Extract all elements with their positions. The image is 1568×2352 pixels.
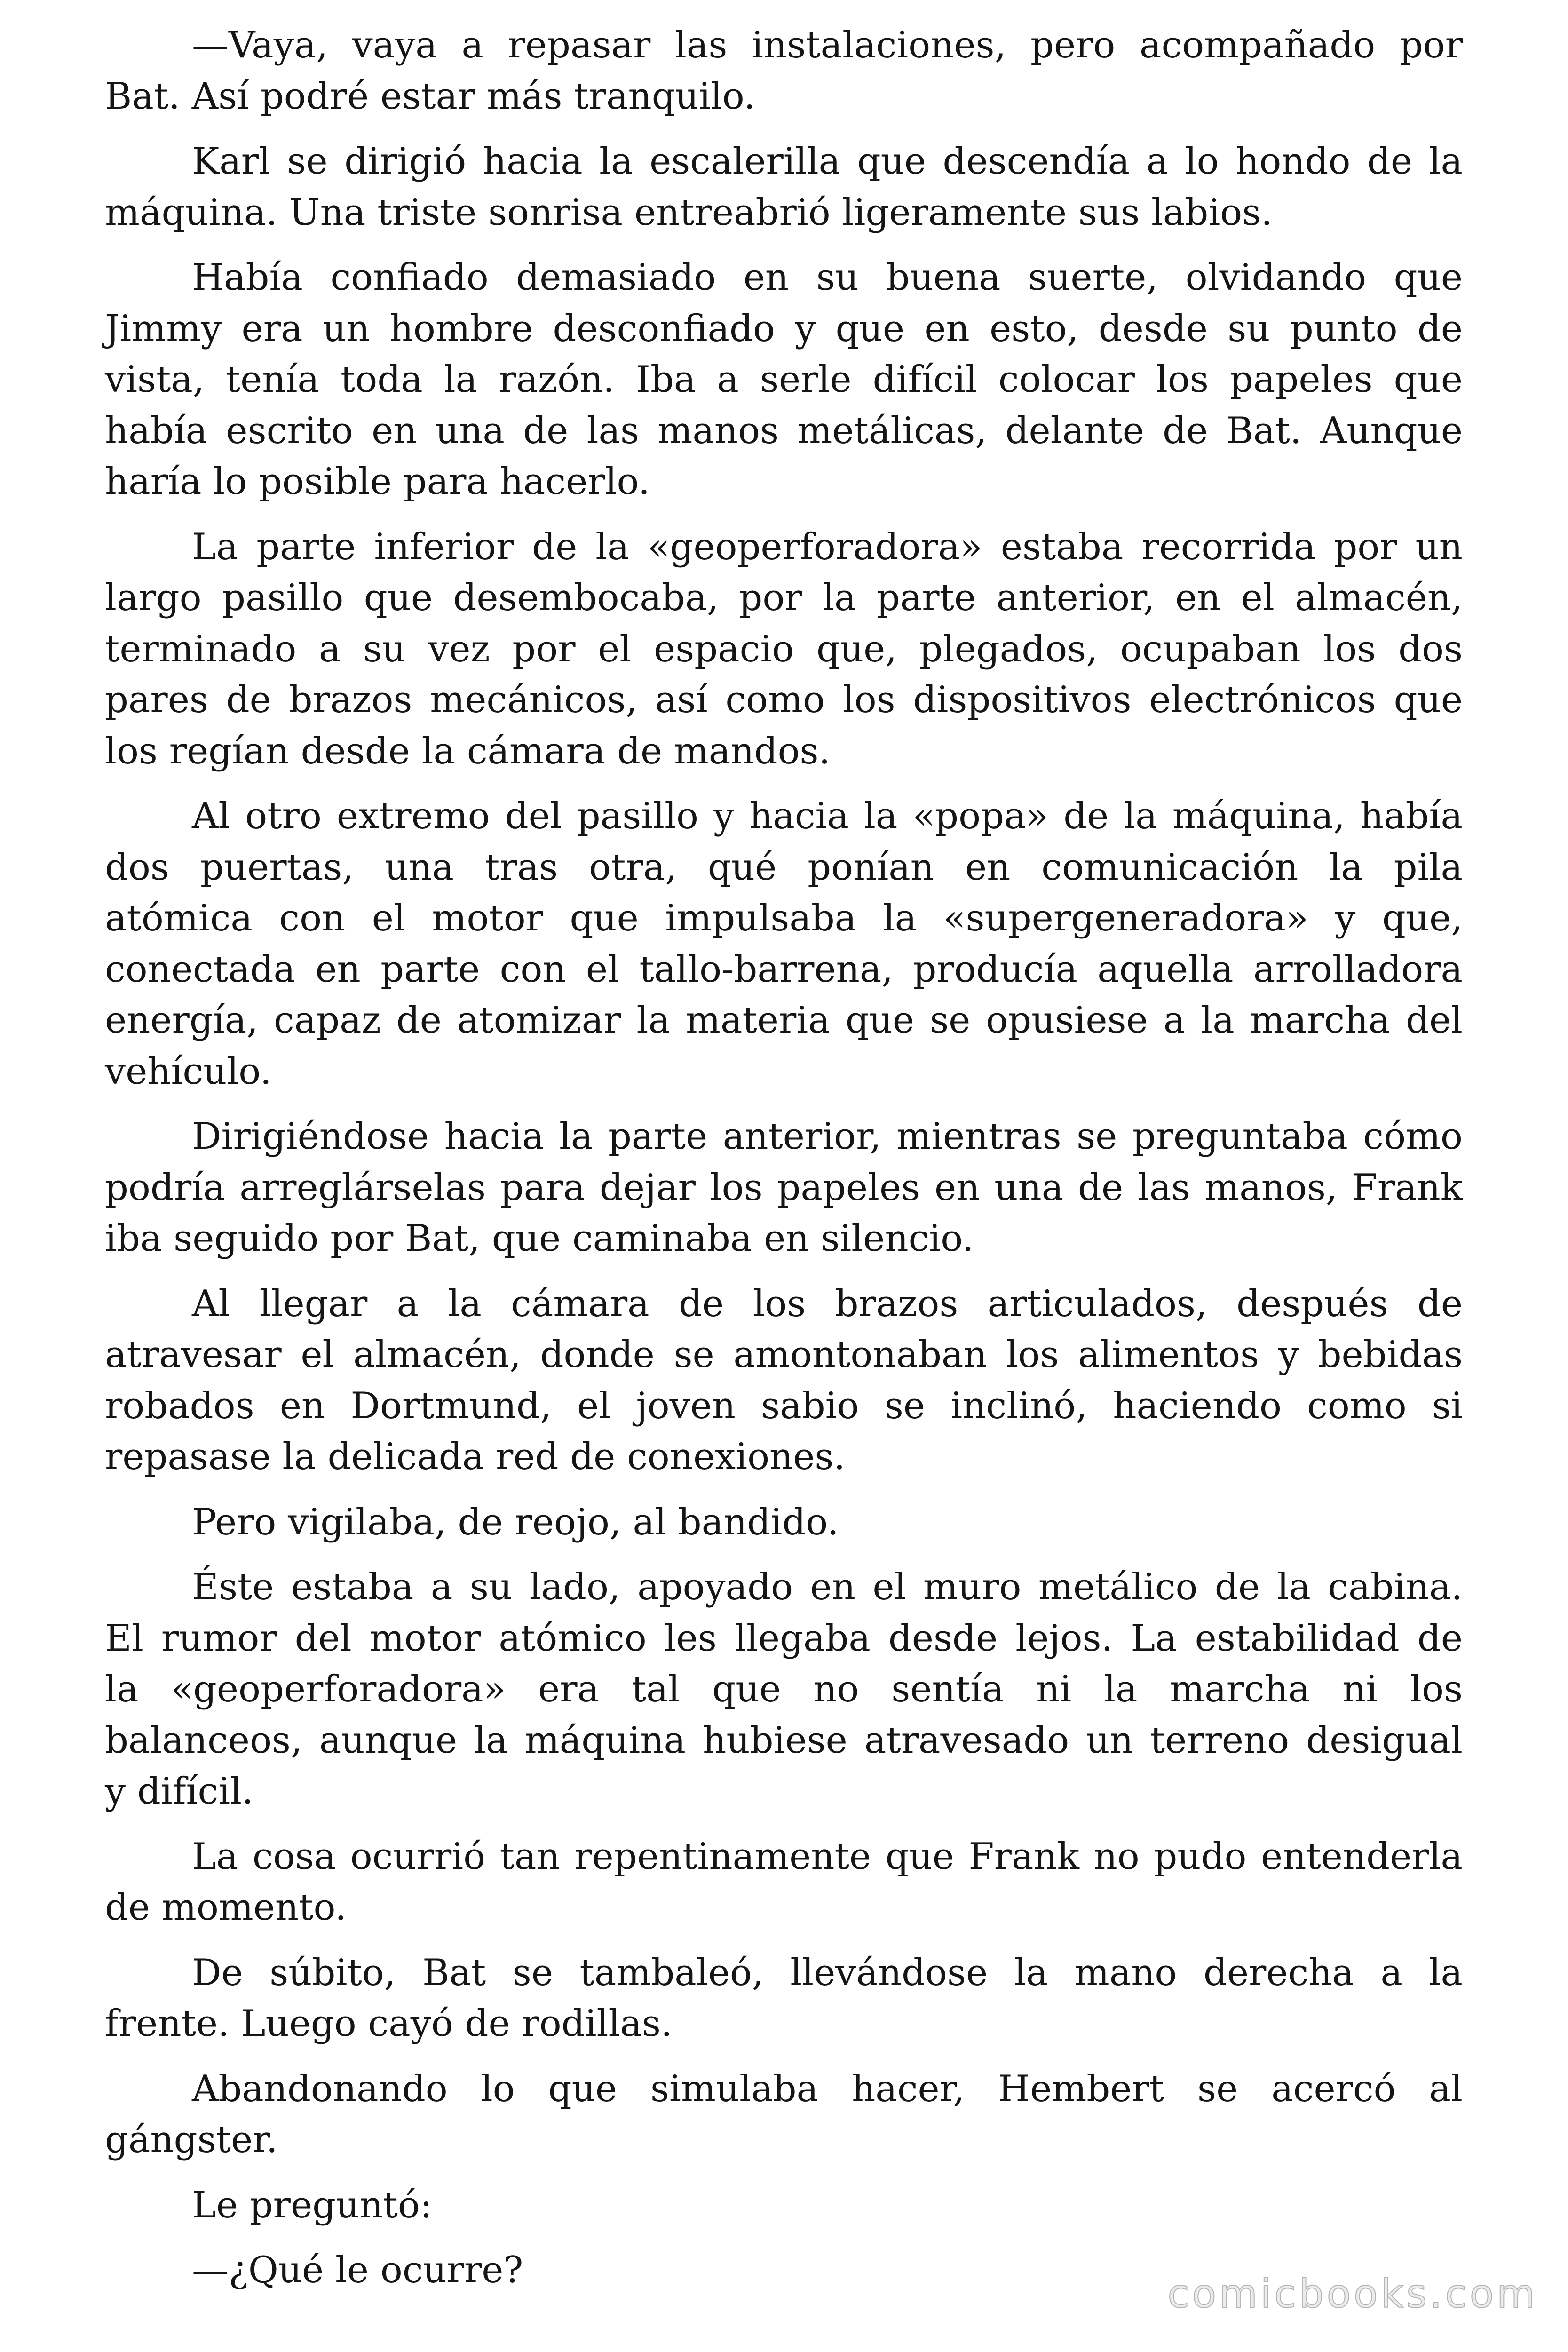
paragraph	[105, 1947, 1463, 2050]
text-line: conectada en parte con el tallo-barrena, producía aquella arrolladora	[105, 948, 1463, 991]
text-line: Pero vigilaba, de reojo, al bandido.	[192, 1501, 839, 1543]
text-line: gángster.	[105, 2119, 278, 2161]
text-line: Abandonando lo que simulaba hacer, Hembert se acercó al	[192, 2067, 1463, 2110]
text-line: podría arreglárselas para dejar los papeles en una de las manos, Frank	[105, 1166, 1463, 1209]
text-line: terminado a su vez por el espacio que, plegados, ocupaban los dos	[105, 628, 1463, 670]
paragraph	[105, 1562, 1463, 1817]
text-line: haría lo posible para hacerlo.	[105, 461, 650, 503]
text-line: atómica con el motor que impulsaba la «supergeneradora» y que,	[105, 897, 1463, 939]
text-line: Karl se dirigió hacia la escalerilla que descendía a lo hondo de la	[192, 140, 1463, 183]
text-line: pares de brazos mecánicos, así como los dispositivos electrónicos que	[105, 679, 1463, 721]
paragraph	[105, 791, 1463, 1097]
paragraph	[105, 20, 1463, 122]
text-line: balanceos, aunque la máquina hubiese atravesado un terreno desigual	[105, 1719, 1463, 1762]
text-line: Jimmy era un hombre desconfiado y que en esto, desde su punto de	[105, 307, 1463, 350]
text-line: energía, capaz de atomizar la materia que se opusiese a la marcha del	[105, 999, 1463, 1041]
paragraph	[105, 1279, 1463, 1483]
paragraph	[105, 1831, 1463, 1933]
text-line: frente. Luego cayó de rodillas.	[105, 2002, 673, 2045]
text-line: largo pasillo que desembocaba, por la parte anterior, en el almacén,	[105, 577, 1463, 619]
text-line: La cosa ocurrió tan repentinamente que Frank no pudo entenderla	[192, 1835, 1463, 1878]
text-line: Dirigiéndose hacia la parte anterior, mientras se preguntaba cómo	[192, 1115, 1463, 1158]
text-line: y difícil.	[105, 1770, 253, 1812]
text-line: —Vaya, vaya a repasar las instalaciones, pero acompañado por	[192, 24, 1463, 66]
text-line: Al otro extremo del pasillo y hacia la «popa» de la máquina, había	[192, 795, 1463, 837]
paragraph	[105, 1111, 1463, 1264]
text-line: repasase la delicada red de conexiones.	[105, 1436, 846, 1478]
text-line: vehículo.	[105, 1050, 272, 1093]
text-line: de momento.	[105, 1886, 347, 1929]
paragraph	[105, 2180, 1463, 2231]
text-line: robados en Dortmund, el joven sabio se inclinó, haciendo como si	[105, 1384, 1463, 1427]
paragraph	[105, 1497, 1463, 1548]
paragraph	[105, 2064, 1463, 2166]
text-line: iba seguido por Bat, que caminaba en silencio.	[105, 1217, 974, 1260]
text-line: máquina. Una triste sonrisa entreabrió ligeramente sus labios.	[105, 191, 1273, 234]
text-line: Al llegar a la cámara de los brazos articulados, después de	[192, 1282, 1463, 1325]
text-line: Había confiado demasiado en su buena suerte, olvidando que	[192, 256, 1463, 299]
text-line: De súbito, Bat se tambaleó, llevándose la mano derecha a la	[192, 1951, 1463, 1994]
paragraph	[105, 522, 1463, 777]
body-text	[105, 20, 1463, 2296]
text-line: dos puertas, una tras otra, qué ponían en comunicación la pila	[105, 846, 1463, 889]
paragraph	[105, 136, 1463, 238]
text-line: vista, tenía toda la razón. Iba a serle difícil colocar los papeles que	[105, 358, 1463, 401]
text-line: los regían desde la cámara de mandos.	[105, 730, 831, 772]
text-line: Éste estaba a su lado, apoyado en el muro metálico de la cabina.	[192, 1566, 1463, 1608]
watermark: comicbooks.com	[1167, 2271, 1538, 2317]
paragraph	[105, 252, 1463, 508]
text-line: —¿Qué le ocurre?	[192, 2249, 523, 2291]
text-line: El rumor del motor atómico les llegaba desde lejos. La estabilidad de	[105, 1617, 1463, 1660]
text-line: la «geoperforadora» era tal que no sentía ni la marcha ni los	[105, 1668, 1463, 1710]
text-line: había escrito en una de las manos metálicas, delante de Bat. Aunque	[105, 409, 1463, 452]
text-line: Le preguntó:	[192, 2184, 433, 2226]
text-line: Bat. Así podré estar más tranquilo.	[105, 75, 756, 118]
text-line: La parte inferior de la «geoperforadora» estaba recorrida por un	[192, 525, 1463, 568]
text-line: atravesar el almacén, donde se amontonaban los alimentos y bebidas	[105, 1334, 1463, 1376]
